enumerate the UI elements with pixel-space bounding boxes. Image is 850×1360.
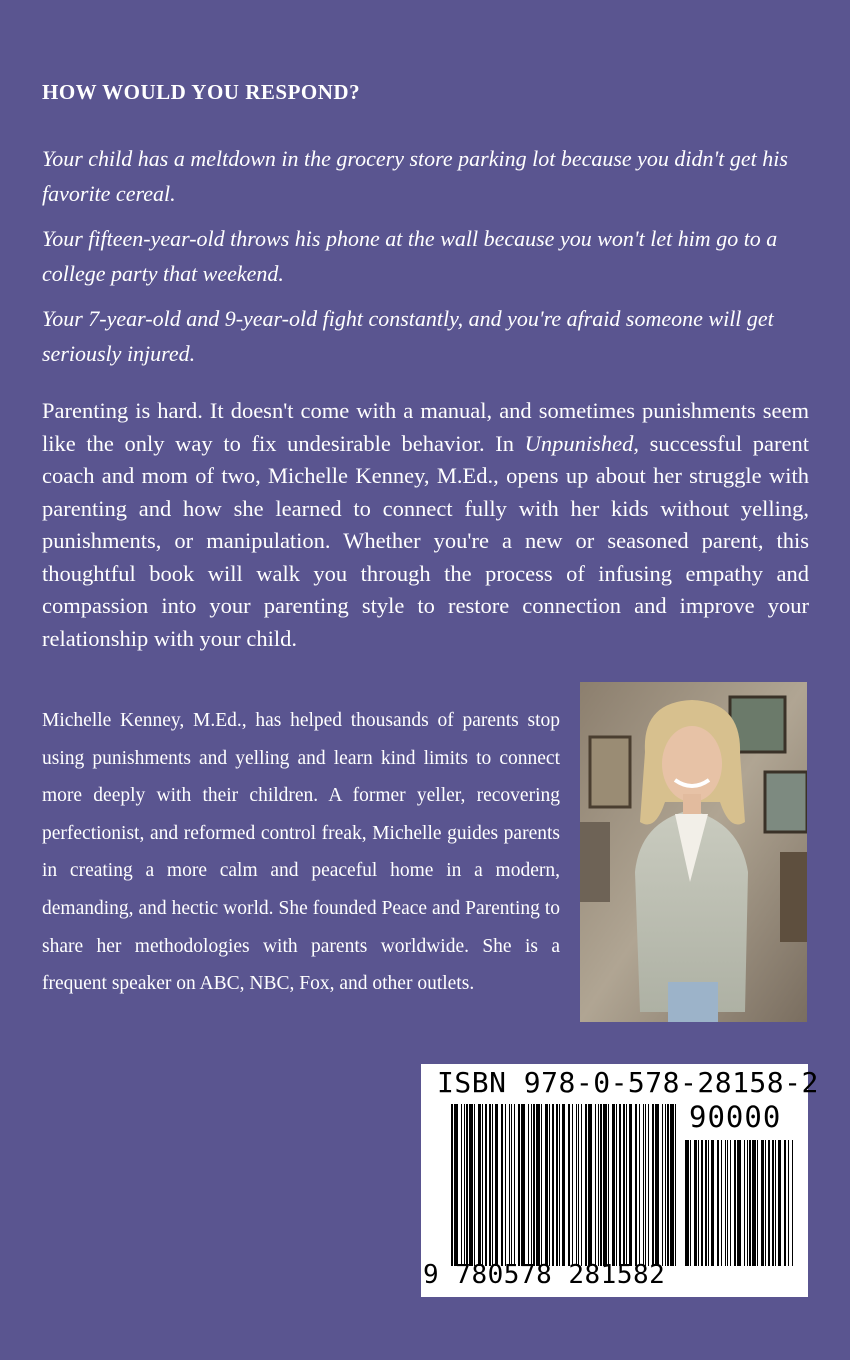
barcode-bar — [559, 1104, 560, 1266]
barcode-bar — [474, 1104, 475, 1266]
barcode-bar — [489, 1104, 491, 1266]
barcode-bar — [744, 1140, 745, 1266]
barcode-bar — [612, 1104, 615, 1266]
barcode-bar — [541, 1104, 542, 1266]
barcode-bar — [451, 1104, 453, 1266]
barcode-bar — [545, 1104, 548, 1266]
barcode-bar — [603, 1104, 607, 1266]
author-photo — [580, 682, 807, 1022]
price-code: 90000 — [689, 1100, 782, 1134]
barcode-bar — [505, 1104, 506, 1266]
barcode-bar — [511, 1104, 512, 1266]
barcode-bar — [648, 1104, 649, 1266]
barcode-bar — [514, 1104, 515, 1266]
barcode-bar — [600, 1104, 602, 1266]
barcode-bar — [730, 1140, 731, 1266]
barcode-bar — [635, 1104, 637, 1266]
barcode-bar — [734, 1140, 736, 1266]
barcode-bar — [581, 1104, 582, 1266]
barcode-bar — [616, 1104, 617, 1266]
barcode-bar — [665, 1104, 666, 1266]
barcode-bar — [562, 1104, 565, 1266]
barcode-digits: 9 780578 281582 — [423, 1260, 666, 1290]
barcode-bar — [717, 1140, 719, 1266]
barcode-bar — [711, 1140, 714, 1266]
barcode-bar — [639, 1104, 640, 1266]
barcode-bar — [518, 1104, 520, 1266]
barcode-bar — [578, 1104, 579, 1266]
barcode-bar — [761, 1140, 764, 1266]
barcode-bar — [675, 1104, 676, 1266]
scenario-paragraph: Your fifteen-year-old throws his phone at the wall because you won't let him go to a college party that weekend. — [42, 226, 778, 286]
barcode-bar — [556, 1104, 558, 1266]
back-cover-heading: HOW WOULD YOU RESPOND? — [42, 80, 361, 104]
scenario-paragraph: Your child has a meltdown in the grocery store parking lot because you didn't get his favorite cereal. — [42, 146, 788, 206]
barcode-bar — [701, 1140, 703, 1266]
barcode-bar — [588, 1104, 592, 1266]
barcode-bar — [778, 1140, 781, 1266]
barcode-bar — [501, 1104, 503, 1266]
barcode-bar — [619, 1104, 621, 1266]
barcode-bar — [521, 1104, 525, 1266]
barcode-bar — [643, 1104, 644, 1266]
barcode-bar — [608, 1104, 609, 1266]
barcode-bar — [765, 1140, 766, 1266]
barcode-bar — [572, 1104, 573, 1266]
barcode-bar — [485, 1104, 487, 1266]
barcode-bar — [533, 1104, 535, 1266]
barcode-bar — [721, 1140, 722, 1266]
barcode-bar — [725, 1140, 726, 1266]
barcode-bar — [492, 1104, 493, 1266]
author-bio: Michelle Kenney, M.Ed., has helped thousands of parents stop using punishments and yelling and learn kind limits to connect more deeply with their children. A former yeller, recovering perfectionist, and reformed control freak, Michelle guides parents in creating a more calm and peaceful home in a modern, demanding, and hectic world. She founded Peace and Parenting to share her methodologies with parents worldwide. She is a frequent speaker on ABC, NBC, Fox, and other outlets. — [42, 710, 560, 995]
description-text: , successful parent coach and mom of two, Michelle Kenney, M.Ed., opens up about her struggle with parenting and how she learned to connect fully with her kids without yelling, punishments, or manipulation. Whether you're a new or seasoned parent, this thoughtful book will walk you through the process of infusing empathy and compassion into your parenting style to restore connection and improve your relationship with your child. — [42, 430, 809, 651]
barcode-bar — [482, 1104, 483, 1266]
barcode-bar — [705, 1140, 707, 1266]
barcode-bar — [464, 1104, 465, 1266]
barcode-bar — [792, 1140, 793, 1266]
book-description — [42, 395, 809, 655]
barcode-bar — [495, 1104, 498, 1266]
barcode-bar — [708, 1140, 709, 1266]
barcode-bar — [576, 1104, 577, 1266]
isbn-label: ISBN 978-0-578-28158-2 — [437, 1066, 819, 1099]
barcode-bar — [772, 1140, 774, 1266]
scenario-paragraph: Your 7-year-old and 9-year-old fight constantly, and you're afraid someone will get seriously injured. — [42, 306, 774, 366]
barcode-bar — [784, 1140, 786, 1266]
barcode-bar — [737, 1140, 741, 1266]
description-text: Parenting is hard. It doesn't come with a manual, and sometimes punishments seem like the only way to fix undesirable behavior. In — [42, 398, 809, 456]
barcode-bar — [768, 1140, 770, 1266]
barcode-bar — [667, 1104, 669, 1266]
barcode-bar — [568, 1104, 570, 1266]
barcode-bar — [655, 1104, 659, 1266]
barcode-bar — [595, 1104, 596, 1266]
barcode-bar — [670, 1104, 674, 1266]
barcode-bar — [598, 1104, 599, 1266]
barcode-bar — [775, 1140, 776, 1266]
barcode-bar — [652, 1104, 654, 1266]
barcode-bar — [585, 1104, 587, 1266]
barcode-bar — [788, 1140, 789, 1266]
barcode-bar — [727, 1140, 728, 1266]
barcode-bar — [645, 1104, 646, 1266]
barcode-bar — [466, 1104, 468, 1266]
barcode-bar — [623, 1104, 625, 1266]
barcode-bar — [549, 1104, 550, 1266]
barcode-bar — [478, 1104, 481, 1266]
book-title: Unpunished — [524, 430, 634, 456]
barcode-bar — [531, 1104, 532, 1266]
barcode-bar — [536, 1104, 540, 1266]
author-portrait-image — [580, 682, 807, 1022]
barcode-bar — [509, 1104, 510, 1266]
barcode-bar — [528, 1104, 529, 1266]
barcode-bar — [461, 1104, 462, 1266]
barcode-bar — [698, 1140, 699, 1266]
barcode-bar — [749, 1140, 751, 1266]
barcode-bar — [694, 1140, 697, 1266]
barcode-bar — [662, 1104, 663, 1266]
barcode-bar — [747, 1140, 748, 1266]
barcode-bar — [552, 1104, 554, 1266]
barcode-bar — [626, 1104, 627, 1266]
barcode-bar — [454, 1104, 458, 1266]
barcode-bar — [757, 1140, 758, 1266]
barcode-bar — [690, 1140, 691, 1266]
barcode-bar — [752, 1140, 756, 1266]
barcode-bar — [629, 1104, 632, 1266]
scenario-list — [42, 141, 810, 381]
barcode-bar — [469, 1104, 473, 1266]
barcode-bar — [685, 1140, 689, 1266]
isbn-barcode — [421, 1064, 819, 1297]
